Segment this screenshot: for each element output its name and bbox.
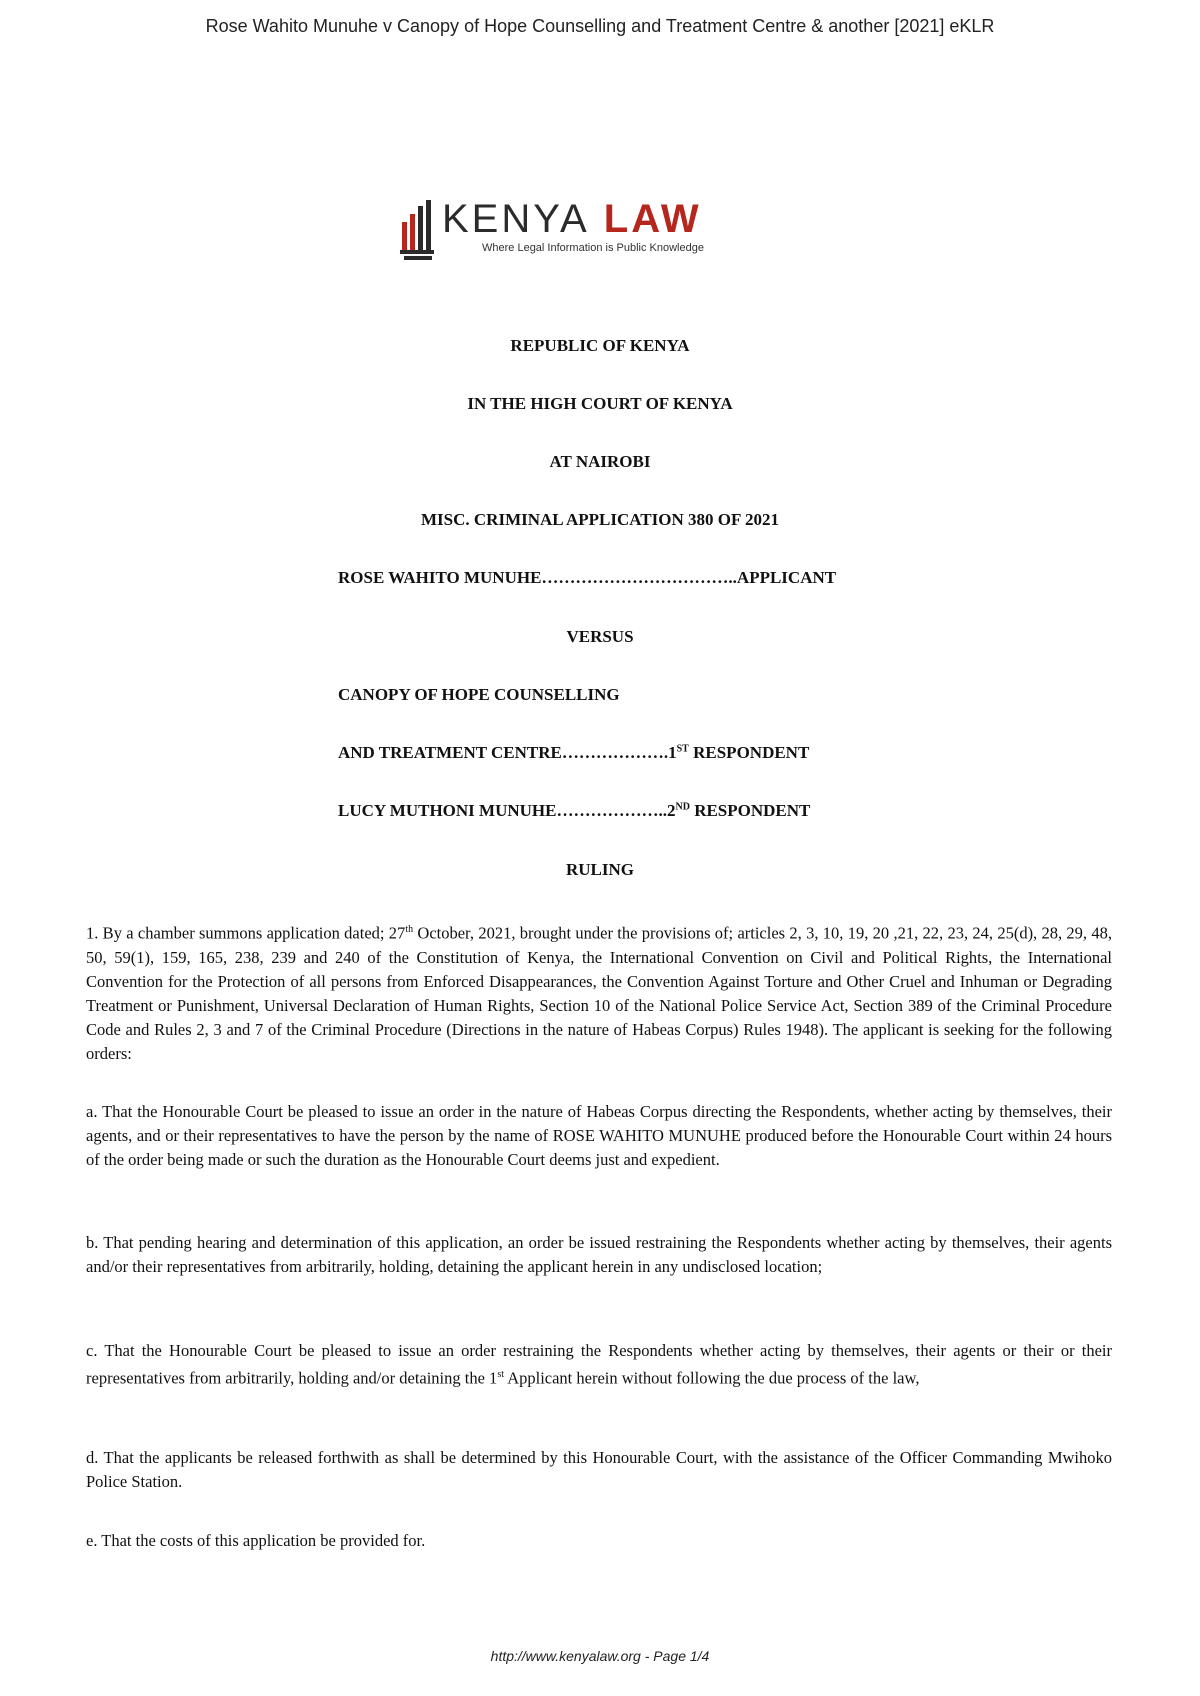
order-d: d. That the applicants be released forthwith as shall be determined by this Honourable Court, with the assistance of the Officer Commanding Mwihoko Police Station.: [86, 1448, 1112, 1491]
order-b: b. That pending hearing and determination of this application, an order be issued restraining the Respondents whether acting by themselves, their agents and/or their representatives from arbitrarily, holding, detaining the applicant herein in any undisclosed location;: [86, 1233, 1112, 1276]
logo-wordmark: [442, 196, 702, 242]
order-a: a. That the Honourable Court be pleased to issue an order in the nature of Habeas Corpus directing the Respondents, whether acting by themselves, their agents, and or their representatives to have the person by the name of ROSE WAHITO MUNUHE produced before the Honourable Court within 24 hours of the order being made or such the duration as the Honourable Court deems just and expedient.: [86, 1102, 1112, 1169]
ruling-title: RULING: [565, 860, 634, 879]
logo-tagline: Where Legal Information is Public Knowledge: [482, 242, 704, 254]
order-e: e. That the costs of this application be provided for.: [86, 1531, 426, 1550]
running-head: Rose Wahito Munuhe v Canopy of Hope Counselling and Treatment Centre & another [2021] eKLR: [205, 16, 995, 36]
location-heading: AT NAIROBI: [549, 452, 651, 471]
respondent2-line: LUCY MUTHONI MUNUHE………………..2ND RESPONDENT: [338, 801, 811, 820]
republic-heading: REPUBLIC OF KENYA: [510, 336, 690, 355]
order-c: c. That the Honourable Court be pleased to issue an order restraining the Respondents whether acting by themselves, their agents or their or their representatives from arbitrarily, holding and/or detaining the 1st Applicant herein without following the due process of the law,: [86, 1341, 1112, 1388]
paragraph-1: 1. By a chamber summons application dated; 27th October, 2021, brought under the provisions of; articles 2, 3, 10, 19, 20 ,21, 22, 23, 24, 25(d), 28, 29, 48, 50, 59(1), 159, 165, 238, 239 and 240 of the Constitution of Kenya, the International Convention on Civil and Political Rights, the International Convention for the Protection of all persons from Enforced Disappearances, the Convention Against Torture and Other Cruel and Inhuman or Degrading Treatment or Punishment, Universal Declaration of Human Rights, Section 10 of the National Police Service Act, Section 389 of the Criminal Procedure Code and Rules 2, 3 and 7 of the Criminal Procedure (Directions in the nature of Habeas Corpus) Rules 1948). The applicant is seeking for the following orders:: [86, 923, 1112, 1063]
gavel-columns-icon: [400, 200, 440, 262]
respondent1-line1: CANOPY OF HOPE COUNSELLING: [338, 685, 620, 704]
logo-word-kenya: KENYA: [442, 197, 590, 241]
case-number-heading: MISC. CRIMINAL APPLICATION 380 OF 2021: [421, 510, 779, 529]
kenya-law-logo: [400, 196, 730, 268]
respondent1-line2: AND TREATMENT CENTRE……………….1ST RESPONDENT: [338, 743, 810, 762]
court-heading: IN THE HIGH COURT OF KENYA: [467, 394, 733, 413]
versus-heading: VERSUS: [566, 627, 634, 646]
page-footer: http://www.kenyalaw.org - Page 1/4: [490, 1648, 710, 1664]
logo-word-law: LAW: [603, 197, 702, 241]
applicant-line: ROSE WAHITO MUNUHE……………………………..APPLICANT: [338, 568, 837, 587]
